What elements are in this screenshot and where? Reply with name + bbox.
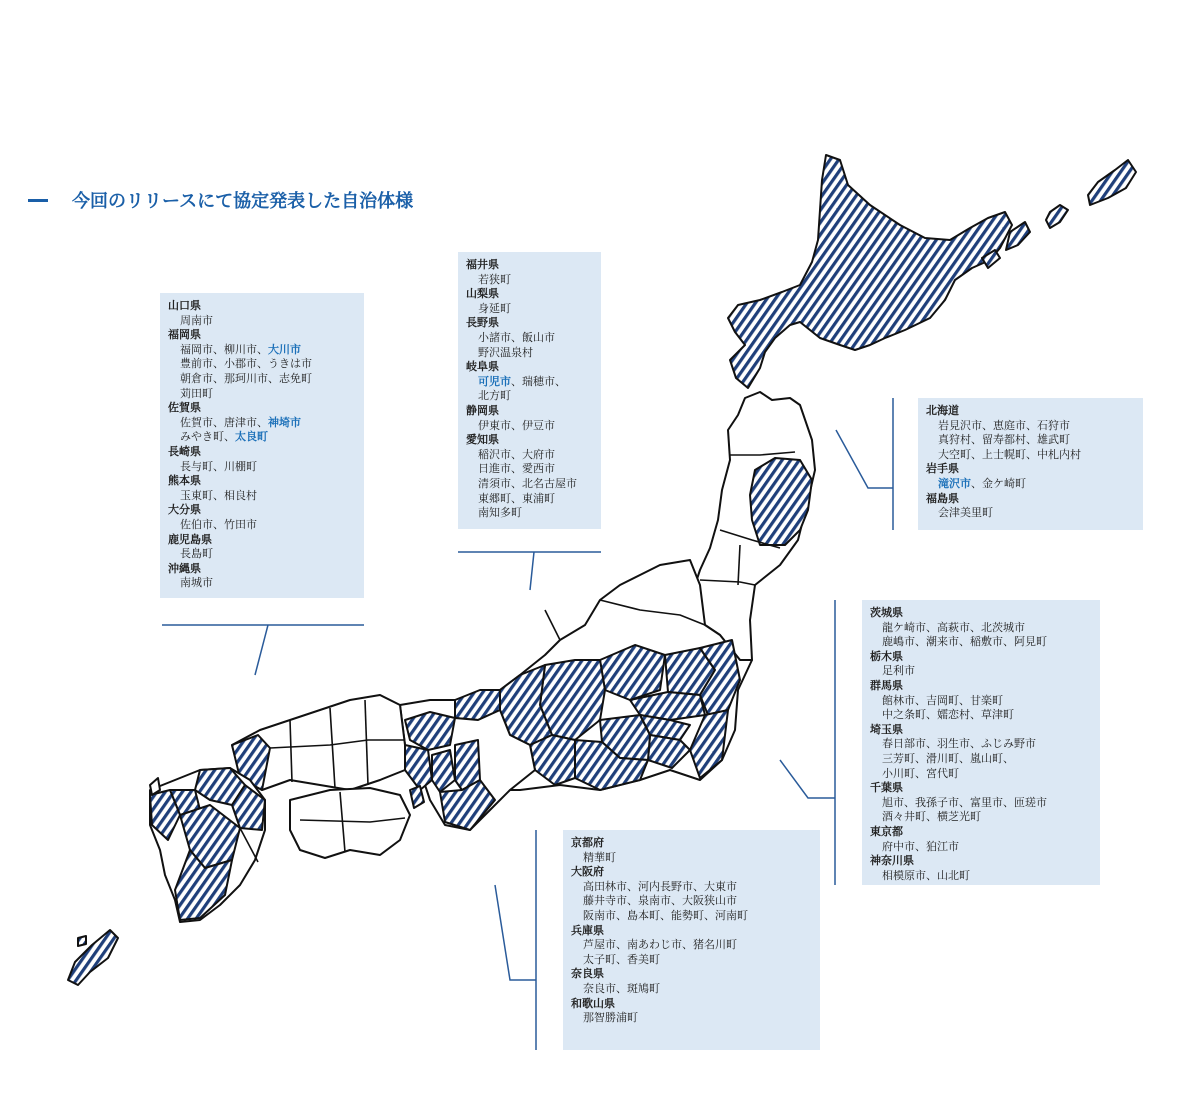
- municipality-line: [870, 767, 1092, 782]
- municipality-text: 精華町: [583, 850, 616, 864]
- chubu-municipality-box: [458, 252, 601, 529]
- municipality-text: 三芳町、滑川町、嵐山町、: [882, 751, 1014, 765]
- municipality-text: 高田林市、河内長野市、大東市: [583, 879, 737, 893]
- prefecture-name: 熊本県: [168, 474, 201, 488]
- municipality-line: [168, 372, 356, 387]
- municipality-text: 龍ケ崎市、高萩市、北茨城市: [882, 620, 1025, 634]
- hyogo-prefecture: [405, 745, 432, 790]
- municipality-line: [466, 273, 593, 288]
- prefecture-name: 山梨県: [466, 287, 499, 301]
- prefecture-name: 愛知県: [466, 433, 499, 447]
- municipality-text: 藤井寺市、泉南市、大阪狭山市: [583, 894, 737, 908]
- municipality-text: 小川町、宮代町: [882, 766, 959, 780]
- prefecture-name: 東京都: [870, 824, 903, 838]
- hokkaido-region: [728, 155, 1012, 388]
- municipality-line: [870, 635, 1092, 650]
- highlighted-municipality: 神埼市: [268, 415, 301, 429]
- prefecture-name: 福岡県: [168, 328, 201, 342]
- municipality-line: [870, 621, 1092, 636]
- municipality-line: [466, 448, 593, 463]
- okinawa-small-island: [78, 936, 86, 946]
- municipality-text: 府中市、狛江市: [882, 839, 959, 853]
- title-text: 今回のリリースにて協定発表した自治体様: [72, 191, 414, 212]
- municipality-line: [466, 331, 593, 346]
- prefecture-name: 大阪府: [571, 865, 604, 879]
- municipality-text: 周南市: [180, 313, 213, 327]
- municipality-line: [168, 387, 356, 402]
- municipality-line: [571, 880, 812, 895]
- municipality-line: [870, 694, 1092, 709]
- leader-line-hokkaido: [836, 398, 893, 530]
- municipality-text: 太子町、香美町: [583, 952, 660, 966]
- municipality-line: [571, 938, 812, 953]
- prefecture-name: 奈良県: [571, 967, 604, 981]
- municipality-line: [571, 894, 812, 909]
- prefecture-name: 茨城県: [870, 606, 903, 619]
- municipality-line: [168, 518, 356, 533]
- municipality-text: 相模原市、山北町: [882, 868, 970, 882]
- municipality-line: [466, 419, 593, 434]
- municipality-line: [870, 796, 1092, 811]
- prefecture-name: 神奈川県: [870, 854, 914, 868]
- kinki-municipality-box: [563, 830, 820, 1050]
- municipality-line: [571, 953, 812, 968]
- municipality-line: [466, 389, 593, 404]
- municipality-text: 足利市: [882, 664, 915, 678]
- municipality-text: 清須市、北名古屋市: [478, 476, 577, 490]
- municipality-line: [466, 375, 593, 390]
- page-title: [28, 187, 413, 213]
- municipality-text: 鹿嶋市、潮来市、稲敷市、阿見町: [882, 635, 1047, 649]
- municipality-text: 小諸市、飯山市: [478, 330, 555, 344]
- municipality-line: [168, 343, 356, 358]
- kyushu-municipality-box: [160, 293, 364, 598]
- kanto-municipality-box: [862, 600, 1100, 885]
- municipality-text: 館林市、吉岡町、甘楽町: [882, 693, 1003, 707]
- prefecture-name: 栃木県: [870, 649, 903, 663]
- municipality-line: [870, 869, 1092, 884]
- prefecture-name: 和歌山県: [571, 996, 615, 1010]
- municipality-text: 朝倉市、那珂川市、志免町: [180, 371, 312, 385]
- municipality-text: 身延町: [478, 301, 511, 315]
- hokkaido-tohoku-municipality-box: [918, 398, 1143, 530]
- prefecture-name: 長崎県: [168, 444, 201, 458]
- municipality-text: 、金ケ崎町: [971, 476, 1026, 490]
- municipality-text: 春日部市、羽生市、ふじみ野市: [882, 737, 1036, 751]
- municipality-text: 芦屋市、南あわじ市、猪名川町: [583, 938, 737, 952]
- municipality-line: [926, 419, 1135, 434]
- municipality-text: 真狩村、留寿都村、雄武町: [938, 433, 1070, 447]
- municipality-text: 野沢温泉村: [478, 345, 533, 359]
- municipality-line: [168, 430, 356, 445]
- prefecture-name: 北海道: [926, 404, 959, 417]
- municipality-line: [870, 708, 1092, 723]
- kuril-island-1: [1088, 160, 1136, 205]
- highlighted-municipality: 大川市: [268, 342, 301, 356]
- municipality-line: [466, 492, 593, 507]
- municipality-text: 、瑞穂市、: [511, 374, 566, 388]
- prefecture-name: 鹿児島県: [168, 532, 212, 546]
- prefecture-name: 山口県: [168, 299, 201, 312]
- municipality-line: [466, 477, 593, 492]
- municipality-line: [168, 314, 356, 329]
- municipality-text: 玉東町、相良村: [180, 488, 257, 502]
- municipality-line: [168, 460, 356, 475]
- municipality-text: 稲沢市、大府市: [478, 447, 555, 461]
- municipality-text: 苅田町: [180, 386, 213, 400]
- prefecture-name: 岐阜県: [466, 360, 499, 374]
- municipality-line: [168, 416, 356, 431]
- municipality-text: 北方町: [478, 389, 511, 403]
- leader-line-chubu: [458, 552, 601, 590]
- prefecture-name: 大分県: [168, 503, 201, 517]
- municipality-line: [571, 982, 812, 997]
- prefecture-name: 兵庫県: [571, 923, 604, 937]
- prefecture-name: 群馬県: [870, 678, 903, 692]
- prefecture-name: 沖縄県: [168, 561, 201, 575]
- municipality-text: 酒々井町、横芝光町: [882, 810, 981, 824]
- municipality-text: 岩見沢市、恵庭市、石狩市: [938, 418, 1070, 432]
- okinawa-island: [68, 930, 118, 985]
- iwate-prefecture: [750, 458, 812, 545]
- municipality-text: 大空町、上士幌町、中札内村: [938, 447, 1081, 461]
- municipality-text: みやき町、: [180, 430, 235, 444]
- municipality-line: [466, 462, 593, 477]
- municipality-text: 南知多町: [478, 506, 522, 520]
- kuril-island-2: [1046, 205, 1068, 228]
- municipality-text: 那智勝浦町: [583, 1011, 638, 1025]
- municipality-line: [870, 737, 1092, 752]
- municipality-text: 中之条町、嬬恋村、草津町: [882, 708, 1014, 722]
- municipality-line: [466, 346, 593, 361]
- prefecture-name: 福島県: [926, 491, 959, 505]
- highlighted-municipality: 太良町: [235, 430, 268, 444]
- municipality-text: 長与町、川棚町: [180, 459, 257, 473]
- prefecture-name: 静岡県: [466, 403, 499, 417]
- prefecture-name: 京都府: [571, 836, 604, 849]
- municipality-text: 東郷町、東浦町: [478, 491, 555, 505]
- prefecture-name: 福井県: [466, 258, 499, 271]
- municipality-text: 会津美里町: [938, 506, 993, 520]
- municipality-text: 長島町: [180, 547, 213, 561]
- prefecture-name: 佐賀県: [168, 401, 201, 415]
- leader-line-kyushu: [162, 625, 364, 675]
- highlighted-municipality: 滝沢市: [938, 476, 971, 490]
- municipality-line: [870, 840, 1092, 855]
- municipality-text: 旭市、我孫子市、富里市、匝瑳市: [882, 795, 1047, 809]
- municipality-line: [571, 1011, 812, 1026]
- municipality-line: [926, 448, 1135, 463]
- municipality-text: 南城市: [180, 576, 213, 590]
- prefecture-name: 長野県: [466, 316, 499, 330]
- municipality-line: [168, 489, 356, 504]
- municipality-line: [168, 357, 356, 372]
- municipality-text: 日進市、愛西市: [478, 462, 555, 476]
- municipality-text: 福岡市、柳川市、: [180, 342, 268, 356]
- municipality-line: [926, 506, 1135, 521]
- leader-line-kinki: [495, 830, 536, 1050]
- municipality-text: 豊前市、小郡市、うきは市: [180, 357, 312, 371]
- municipality-line: [571, 909, 812, 924]
- municipality-text: 阪南市、島本町、能勢町、河南町: [583, 908, 748, 922]
- municipality-line: [870, 752, 1092, 767]
- municipality-line: [926, 433, 1135, 448]
- municipality-line: [168, 576, 356, 591]
- municipality-line: [926, 477, 1135, 492]
- title-dash: [28, 199, 48, 202]
- prefecture-name: 埼玉県: [870, 722, 903, 736]
- municipality-line: [870, 810, 1092, 825]
- municipality-line: [571, 851, 812, 866]
- municipality-line: [466, 302, 593, 317]
- municipality-text: 奈良市、斑鳩町: [583, 981, 660, 995]
- prefecture-name: 千葉県: [870, 781, 903, 795]
- highlighted-municipality: 可児市: [478, 374, 511, 388]
- municipality-text: 佐賀市、唐津市、: [180, 415, 268, 429]
- municipality-line: [870, 664, 1092, 679]
- municipality-text: 佐伯市、竹田市: [180, 517, 257, 531]
- municipality-line: [168, 547, 356, 562]
- shikoku-region: [290, 788, 410, 858]
- municipality-line: [466, 506, 593, 521]
- prefecture-name: 岩手県: [926, 462, 959, 476]
- municipality-text: 伊東市、伊豆市: [478, 418, 555, 432]
- municipality-text: 若狭町: [478, 272, 511, 286]
